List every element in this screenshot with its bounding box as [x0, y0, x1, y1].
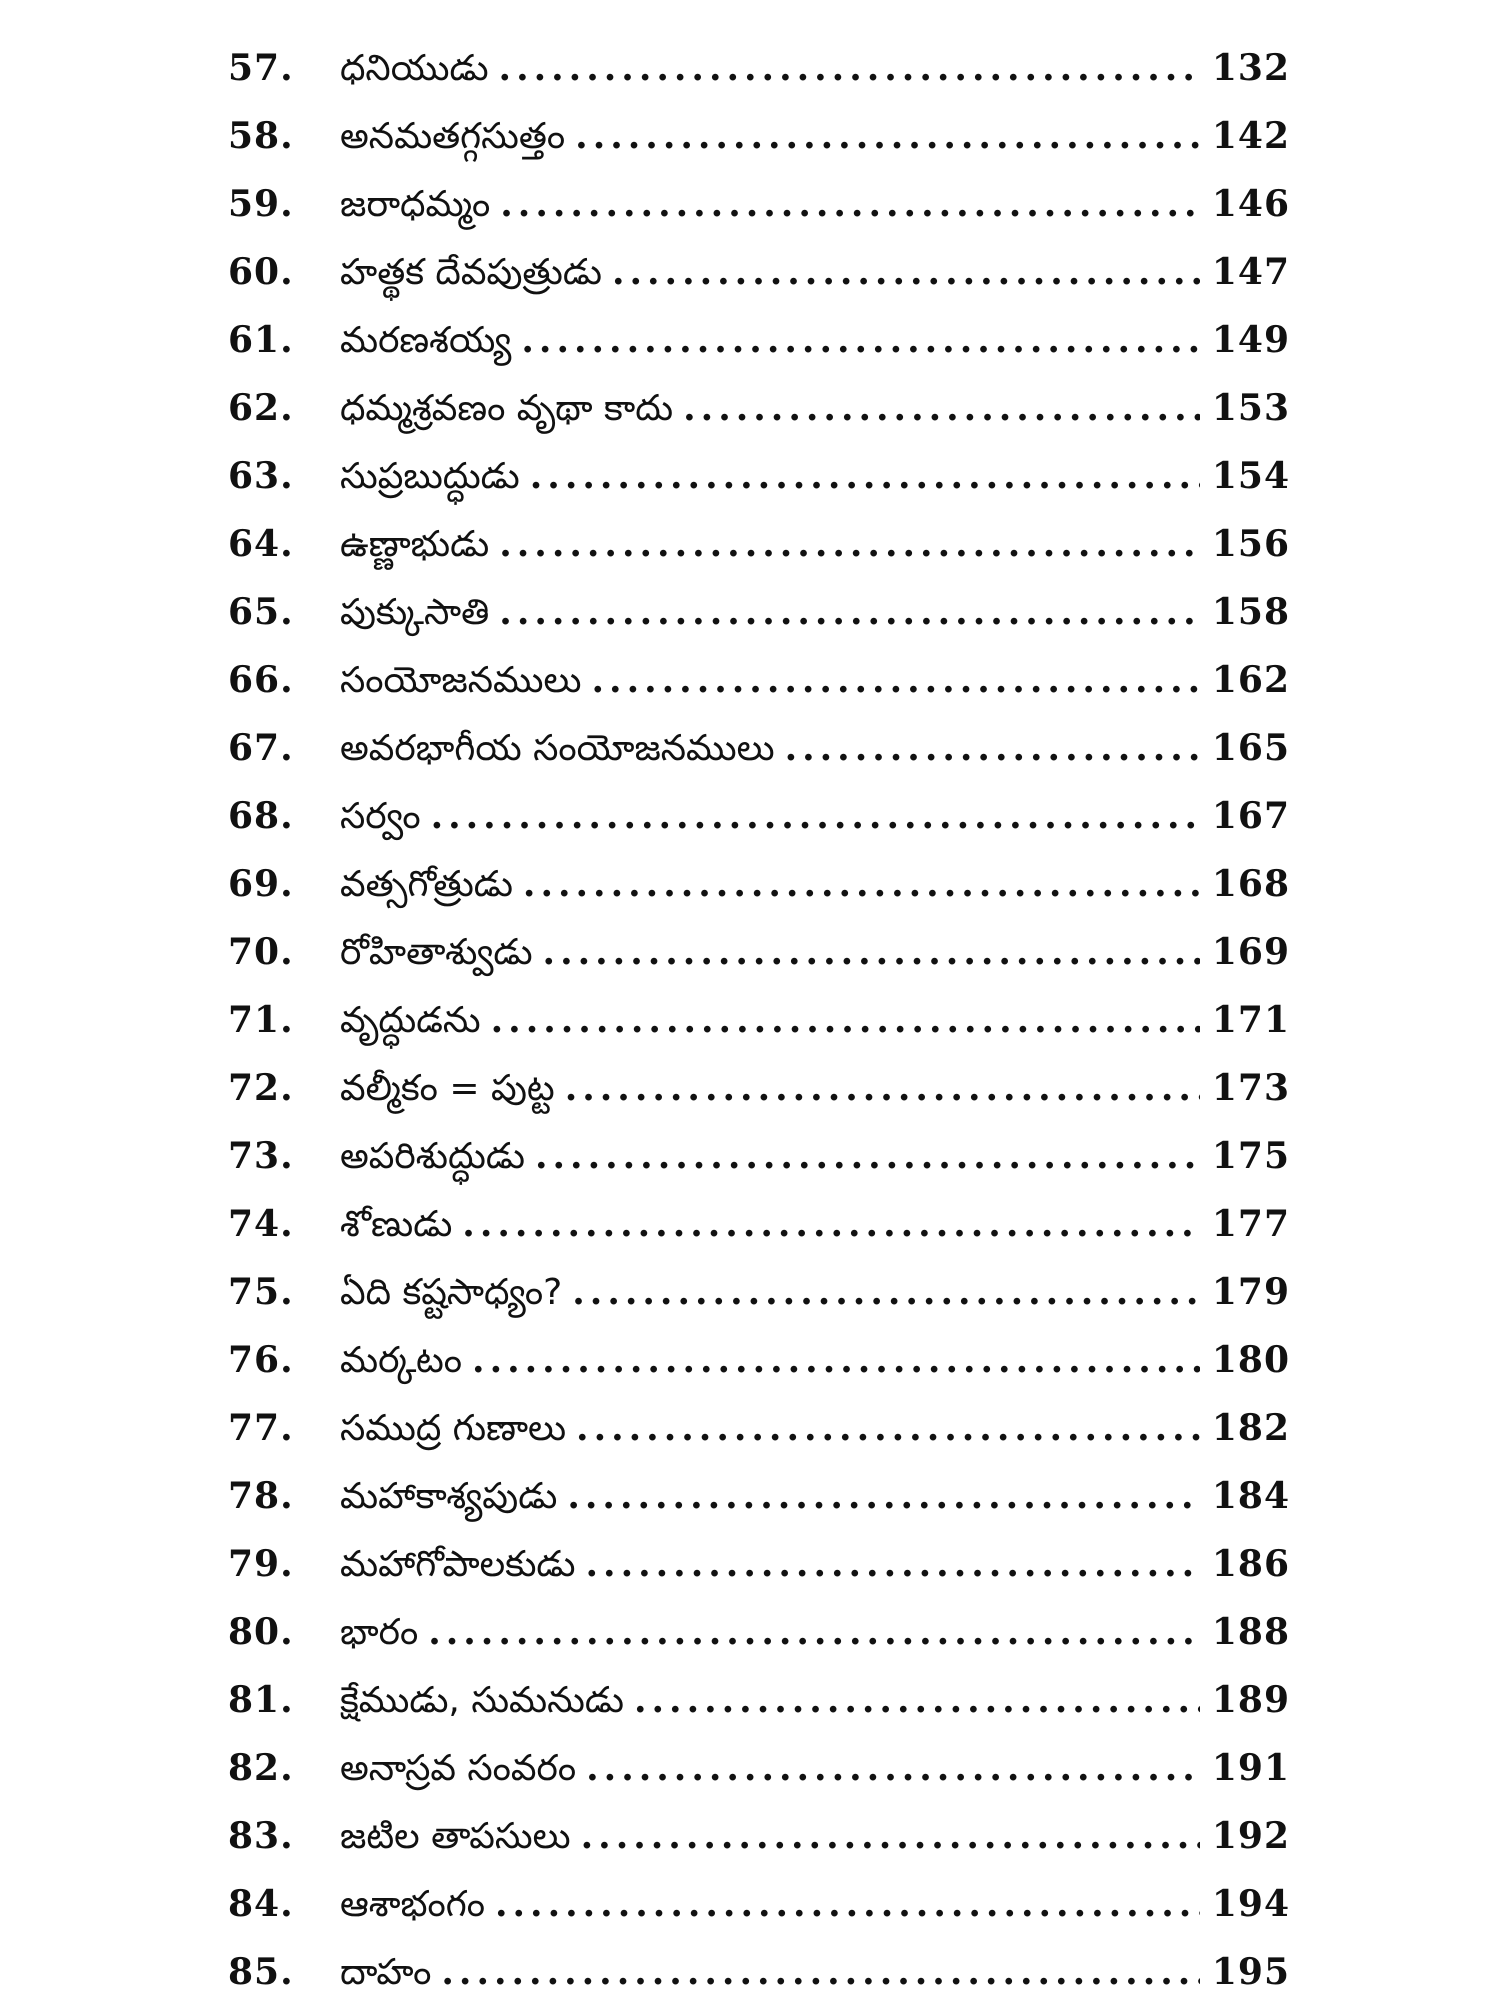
toc-entry: [228, 850, 1290, 918]
entry-title: మహాగోపాలకుడు: [340, 1544, 576, 1585]
entry-number: 71.: [228, 999, 294, 1041]
entry-number: 58.: [228, 115, 294, 157]
entry-number: 63.: [228, 455, 294, 497]
dot-leader: [581, 1802, 1200, 1870]
toc-entry: [228, 646, 1290, 714]
entry-title: జరాధమ్మం: [340, 184, 491, 225]
entry-number: 78.: [228, 1475, 294, 1517]
dot-leader: [499, 578, 1200, 646]
dot-leader: [499, 510, 1200, 578]
entry-title: సముద్ర గుణాలు: [340, 1408, 567, 1449]
entry-title: ధమ్మశ్రవణం వృథా కాదు: [340, 388, 674, 429]
toc-entry: [228, 782, 1290, 850]
entry-title: దాహం: [340, 1952, 432, 1993]
entry-title: వల్మీకం = పుట్ట: [340, 1068, 555, 1109]
entry-title: ఆశాభంగం: [340, 1884, 485, 1925]
entry-title: ఏది కష్టసాధ్యం?: [340, 1272, 563, 1313]
entry-page: 171: [1211, 999, 1290, 1041]
entry-title: భారం: [340, 1612, 419, 1653]
entry-page: 147: [1211, 251, 1290, 293]
entry-page: 195: [1211, 1951, 1290, 1993]
dot-leader: [634, 1666, 1200, 1734]
toc-entry: [228, 374, 1290, 442]
dot-leader: [572, 1258, 1200, 1326]
entry-page: 162: [1211, 659, 1290, 701]
entry-page: 153: [1211, 387, 1290, 429]
entry-number: 67.: [228, 727, 294, 769]
dot-leader: [543, 918, 1200, 986]
toc-entry: [228, 102, 1290, 170]
entry-number: 73.: [228, 1135, 294, 1177]
dot-leader: [567, 1462, 1200, 1530]
entry-title: వృద్ధుడను: [340, 1000, 481, 1041]
entry-page: 186: [1211, 1543, 1290, 1585]
entry-number: 77.: [228, 1407, 294, 1449]
entry-title: అనాస్రవ సంవరం: [340, 1748, 577, 1789]
dot-leader: [592, 646, 1201, 714]
entry-page: 191: [1211, 1747, 1290, 1789]
entry-title: పుక్కుసాతి: [340, 592, 490, 633]
entry-number: 59.: [228, 183, 294, 225]
entry-title: రోహితాశ్వుడు: [340, 932, 533, 973]
dot-leader: [431, 782, 1200, 850]
entry-page: 149: [1211, 319, 1290, 361]
entry-number: 70.: [228, 931, 294, 973]
entry-page: 146: [1211, 183, 1290, 225]
entry-number: 85.: [228, 1951, 294, 1993]
toc-entry: [228, 714, 1290, 782]
toc-entry: [228, 34, 1290, 102]
toc-entry: [228, 918, 1290, 986]
toc-entry: [228, 510, 1290, 578]
dot-leader: [500, 170, 1200, 238]
dot-leader: [586, 1734, 1200, 1802]
toc-entry: [228, 238, 1290, 306]
toc-entry: [228, 1938, 1290, 2006]
dot-leader: [462, 1190, 1200, 1258]
entry-title: మహాకాశ్యపుడు: [340, 1476, 558, 1517]
toc-entry: [228, 1190, 1290, 1258]
entry-title: సర్వం: [340, 796, 421, 837]
entry-page: 158: [1211, 591, 1290, 633]
entry-title: మర్కటం: [340, 1340, 463, 1381]
entry-page: 156: [1211, 523, 1290, 565]
entry-number: 61.: [228, 319, 294, 361]
entry-number: 81.: [228, 1679, 294, 1721]
entry-title: అవరభాగీయ సంయోజనములు: [340, 728, 775, 769]
toc-entry: [228, 1258, 1290, 1326]
entry-number: 80.: [228, 1611, 294, 1653]
toc-entry: [228, 1530, 1290, 1598]
entry-number: 66.: [228, 659, 294, 701]
toc-entry: [228, 1598, 1290, 1666]
dot-leader: [586, 1530, 1200, 1598]
toc-entry: [228, 578, 1290, 646]
entry-title: సుప్రబుద్ధుడు: [340, 456, 520, 497]
entry-page: 192: [1211, 1815, 1290, 1857]
toc-entry: [228, 306, 1290, 374]
entry-page: 142: [1211, 115, 1290, 157]
entry-number: 68.: [228, 795, 294, 837]
dot-leader: [612, 238, 1200, 306]
toc-entry: [228, 1122, 1290, 1190]
entry-page: 132: [1211, 47, 1290, 89]
entry-page: 165: [1211, 727, 1290, 769]
entry-number: 79.: [228, 1543, 294, 1585]
entry-title: ఉణ్ణాభుడు: [340, 524, 490, 565]
dot-leader: [491, 986, 1200, 1054]
entry-title: మరణశయ్య: [340, 320, 512, 361]
entry-title: అపరిశుద్ధుడు: [340, 1136, 525, 1177]
dot-leader: [495, 1870, 1200, 1938]
toc-entry: [228, 170, 1290, 238]
entry-title: అనమతగ్గసుత్తం: [340, 116, 566, 157]
dot-leader: [535, 1122, 1200, 1190]
dot-leader: [472, 1326, 1200, 1394]
entry-number: 57.: [228, 47, 294, 89]
entry-page: 179: [1211, 1271, 1290, 1313]
dot-leader: [576, 1394, 1200, 1462]
toc-entry: [228, 442, 1290, 510]
dot-leader: [521, 306, 1200, 374]
dot-leader: [441, 1938, 1200, 2006]
entry-title: క్షేముడు, సుమనుడు: [340, 1680, 624, 1721]
dot-leader: [530, 442, 1200, 510]
toc-entry: [228, 1734, 1290, 1802]
entry-number: 84.: [228, 1883, 294, 1925]
toc-entry: [228, 1802, 1290, 1870]
entry-number: 76.: [228, 1339, 294, 1381]
dot-leader: [785, 714, 1200, 782]
entry-page: 173: [1211, 1067, 1290, 1109]
dot-leader: [683, 374, 1200, 442]
toc-entry: [228, 1666, 1290, 1734]
entry-page: 175: [1211, 1135, 1290, 1177]
toc-entry: [228, 986, 1290, 1054]
entry-page: 180: [1211, 1339, 1290, 1381]
entry-page: 167: [1211, 795, 1290, 837]
entry-page: 177: [1211, 1203, 1290, 1245]
entry-number: 74.: [228, 1203, 294, 1245]
dot-leader: [523, 850, 1200, 918]
entry-number: 60.: [228, 251, 294, 293]
entry-page: 168: [1211, 863, 1290, 905]
entry-page: 194: [1211, 1883, 1290, 1925]
entry-number: 83.: [228, 1815, 294, 1857]
entry-page: 188: [1211, 1611, 1290, 1653]
entry-page: 169: [1211, 931, 1290, 973]
entry-number: 62.: [228, 387, 294, 429]
toc-entry: [228, 1054, 1290, 1122]
toc-entry: [228, 1870, 1290, 1938]
entry-page: 154: [1211, 455, 1290, 497]
entry-title: జటిల తాపసులు: [340, 1816, 571, 1857]
entry-title: ధనియుడు: [340, 48, 489, 89]
entry-page: 184: [1211, 1475, 1290, 1517]
dot-leader: [499, 34, 1200, 102]
entry-page: 182: [1211, 1407, 1290, 1449]
table-of-contents: [228, 34, 1290, 2006]
entry-number: 65.: [228, 591, 294, 633]
toc-entry: [228, 1394, 1290, 1462]
toc-entry: [228, 1326, 1290, 1394]
entry-title: శోణుడు: [340, 1204, 453, 1245]
entry-page: 189: [1211, 1679, 1290, 1721]
entry-number: 69.: [228, 863, 294, 905]
entry-title: హత్థక దేవపుత్రుడు: [340, 252, 602, 293]
entry-number: 82.: [228, 1747, 294, 1789]
entry-title: సంయోజనములు: [340, 660, 582, 701]
entry-title: వత్సగోత్రుడు: [340, 864, 513, 905]
dot-leader: [575, 102, 1200, 170]
entry-number: 72.: [228, 1067, 294, 1109]
toc-entry: [228, 1462, 1290, 1530]
dot-leader: [428, 1598, 1200, 1666]
dot-leader: [565, 1054, 1200, 1122]
entry-number: 75.: [228, 1271, 294, 1313]
entry-number: 64.: [228, 523, 294, 565]
